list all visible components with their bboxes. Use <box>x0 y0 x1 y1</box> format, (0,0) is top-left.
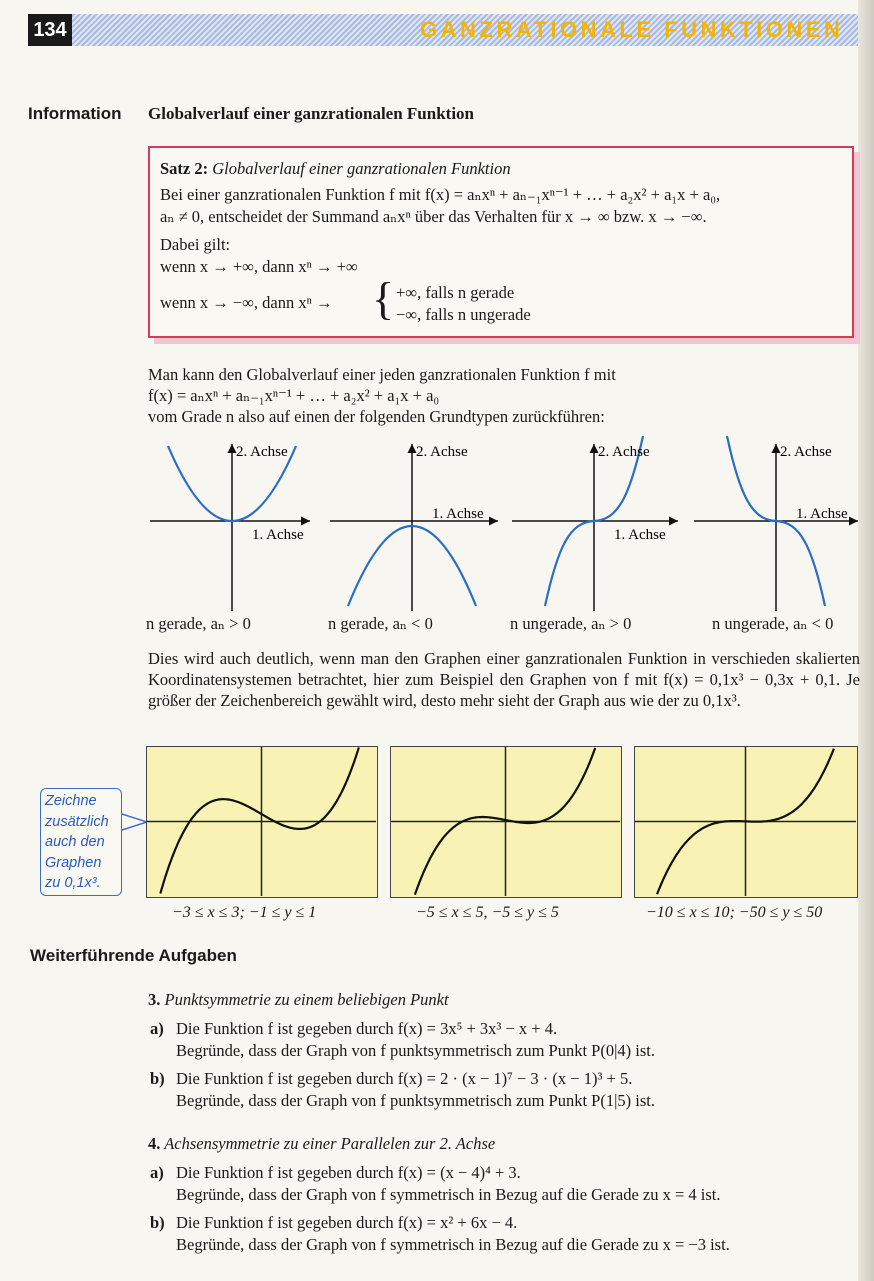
exercise-3b <box>150 1068 633 1090</box>
exercise-3-number: 3. <box>148 990 161 1009</box>
graph-odd-positive <box>512 436 678 611</box>
intro-line-1: Man kann den Globalverlauf einer jeden ganzrationalen Funktion f mit <box>148 365 616 384</box>
exercise-3a-label: a) <box>150 1019 164 1038</box>
exercise-3-title <box>148 990 449 1010</box>
theorem-line-4: wenn x → +∞, dann xⁿ → +∞ <box>160 257 358 276</box>
caption-even-negative: n gerade, aₙ < 0 <box>328 614 433 633</box>
exercise-4-number: 4. <box>148 1134 161 1153</box>
calculator-plot-2 <box>391 747 620 896</box>
y-axis-label-1: 2. Achse <box>236 444 288 460</box>
calculator-window-1 <box>146 746 378 898</box>
exercise-4-heading: Achsensymmetrie zu einer Parallelen zur 2. Achse <box>164 1134 496 1153</box>
case-even: +∞, falls n gerade <box>396 283 515 302</box>
exercise-3a-line-1: Die Funktion f ist gegeben durch f(x) = 3x⁵ + 3x³ − x + 4. <box>176 1019 558 1038</box>
y-axis-label-4: 2. Achse <box>780 444 832 460</box>
exercise-3a <box>150 1018 558 1040</box>
exercise-3a-line-2: Begründe, dass der Graph von f punktsymmetrisch zum Punkt P(0|4) ist. <box>176 1041 655 1060</box>
theorem-line-2: aₙ ≠ 0, entscheidet der Summand aₙxⁿ über das Verhalten für x → ∞ bzw. x → −∞. <box>160 207 707 226</box>
exercise-3b-label: b) <box>150 1069 165 1088</box>
exercise-4a-line-2: Begründe, dass der Graph von f symmetrisch in Bezug auf die Gerade zu x = 4 ist. <box>176 1185 721 1204</box>
window-range-2: −5 ≤ x ≤ 5, −5 ≤ y ≤ 5 <box>416 904 559 921</box>
exercise-4b-line-1: Die Funktion f ist gegeben durch f(x) = x² + 6x − 4. <box>176 1213 518 1232</box>
calculator-window-3 <box>634 746 858 898</box>
caption-odd-positive: n ungerade, aₙ > 0 <box>510 614 632 633</box>
exercise-4a <box>150 1162 521 1184</box>
graph-odd-negative <box>694 436 858 611</box>
intro-line-3: vom Grade n also auf einen der folgenden Grundtypen zurückführen: <box>148 407 605 426</box>
x-axis-label-1: 1. Achse <box>252 527 304 543</box>
exercise-4b-label: b) <box>150 1213 165 1232</box>
x-axis-label-4: 1. Achse <box>796 506 848 522</box>
exercise-4-title <box>148 1134 495 1154</box>
theorem-line-1: Bei einer ganzrationalen Funktion f mit f(x) = aₙxⁿ + aₙ₋₁xⁿ⁻¹ + … + a₂x² + a₁x + a₀, <box>160 185 721 204</box>
curly-brace-icon: { <box>372 273 395 324</box>
calc-graph-curve <box>160 748 358 894</box>
information-title: Globalverlauf einer ganzrationalen Funktion <box>148 104 475 123</box>
theorem-title: Globalverlauf einer ganzrationalen Funktion <box>212 159 511 178</box>
further-exercises-label: Weiterführende Aufgaben <box>30 946 237 965</box>
chapter-title: GANZRATIONALE FUNKTIONEN <box>420 17 844 42</box>
exercise-3-heading: Punktsymmetrie zu einem beliebigen Punkt <box>164 990 449 1009</box>
theorem-box <box>148 146 854 338</box>
window-range-3: −10 ≤ x ≤ 10; −50 ≤ y ≤ 50 <box>646 904 823 921</box>
information-label: Information <box>28 104 122 123</box>
graph-even-negative <box>330 444 498 611</box>
calculator-window-2 <box>390 746 622 898</box>
basic-types-diagram <box>140 436 860 616</box>
theorem-line-3: Dabei gilt: <box>160 235 231 254</box>
exercise-4b <box>150 1212 518 1234</box>
window-range-1: −3 ≤ x ≤ 3; −1 ≤ y ≤ 1 <box>172 904 317 921</box>
y-axis-label-3: 2. Achse <box>598 444 650 460</box>
calculator-plot-3 <box>635 747 856 896</box>
y-axis-label-2: 2. Achse <box>416 444 468 460</box>
caption-even-positive: n gerade, aₙ > 0 <box>146 614 251 633</box>
case-odd: −∞, falls n ungerade <box>396 305 531 324</box>
exercise-3b-line-2: Begründe, dass der Graph von f punktsymmetrisch zum Punkt P(1|5) ist. <box>176 1091 655 1110</box>
theorem-line-5: wenn x → −∞, dann xⁿ → <box>160 293 333 312</box>
exercise-3b-line-1: Die Funktion f ist gegeben durch f(x) = 2 · (x − 1)⁷ − 3 · (x − 1)³ + 5. <box>176 1069 633 1088</box>
theorem-heading <box>160 158 511 180</box>
scaling-paragraph: Dies wird auch deutlich, wenn man den Graphen einer ganzrationalen Funktion in verschieden skalierten Koordinatensystemen betrachtet, hier zum Beispiel den Graphen von f mit f(x) = 0,1x³ − 0,3x + 0,1. Je größer der Zeichenbereich gewählt wird, desto mehr sieht der Graph aus wie der zu 0,1x³. <box>148 649 860 710</box>
page-edge <box>858 0 874 1281</box>
caption-odd-negative: n ungerade, aₙ < 0 <box>712 614 834 633</box>
exercise-4b-line-2: Begründe, dass der Graph von f symmetrisch in Bezug auf die Gerade zu x = −3 ist. <box>176 1235 730 1254</box>
x-axis-label-2: 1. Achse <box>432 506 484 522</box>
calculator-plot-1 <box>147 747 376 896</box>
theorem-number: Satz 2: <box>160 159 209 178</box>
hint-box: Zeichne zusätzlich auch den Graphen zu 0,1x³. <box>40 788 122 896</box>
x-axis-label-3: 1. Achse <box>614 527 666 543</box>
intro-line-2: f(x) = aₙxⁿ + aₙ₋₁xⁿ⁻¹ + … + a₂x² + a₁x + a₀ <box>148 386 440 405</box>
page-number: 134 <box>28 14 72 46</box>
exercise-4a-label: a) <box>150 1163 164 1182</box>
exercise-4a-line-1: Die Funktion f ist gegeben durch f(x) = (x − 4)⁴ + 3. <box>176 1163 521 1182</box>
